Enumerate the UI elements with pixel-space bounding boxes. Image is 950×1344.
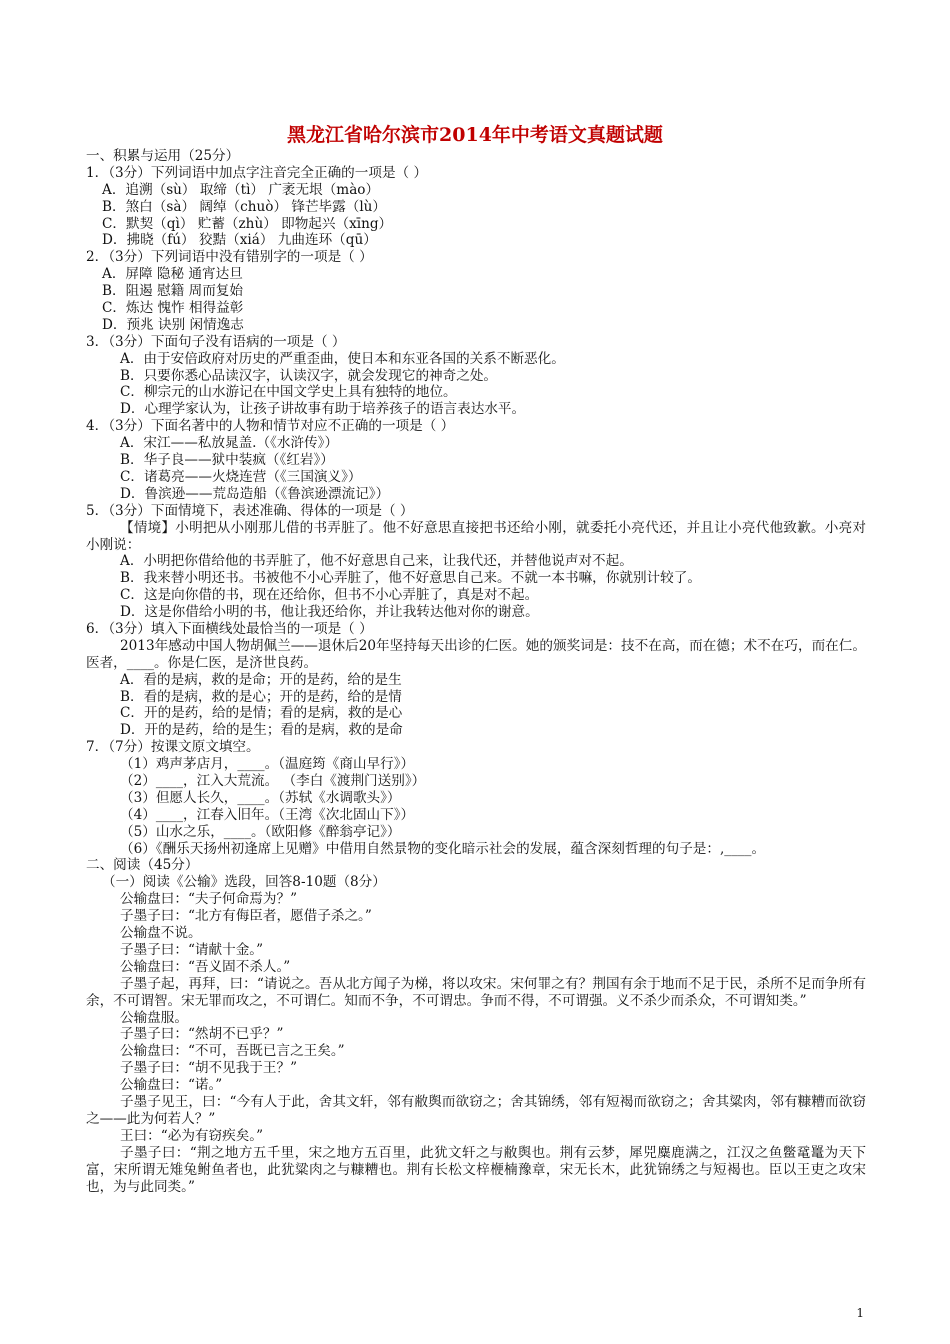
text-line: 【情境】小明把从小刚那儿借的书弄脏了。他不好意思直接把书还给小刚，就委托小亮代还，并且让小亮代他致歉。小亮对小刚说： xyxy=(86,519,866,553)
text-line: A．由于安倍政府对历史的严重歪曲，使日本和东亚各国的关系不断恶化。 xyxy=(120,350,565,367)
section-heading: 二、阅读（45分） xyxy=(86,857,199,874)
page-number: 1 xyxy=(856,1306,864,1320)
text-line: 公输盘曰：“诺。” xyxy=(120,1077,223,1094)
text-line: A．小明把你借给他的书弄脏了，他不好意思自己来，让我代还，并替他说声对不起。 xyxy=(120,553,633,570)
text-line: 公输盘曰：“不可，吾既已言之王矣。” xyxy=(120,1043,345,1060)
text-line: 公输盘服。 xyxy=(120,1009,188,1026)
text-line: D．预兆 诀别 闲情逸志 xyxy=(102,316,244,333)
text-line: （1）鸡声茅店月，____。（温庭筠《商山早行》） xyxy=(120,756,415,773)
text-line: C．这是向你借的书，现在还给你，但书不小心弄脏了，真是对不起。 xyxy=(120,587,539,604)
text-line: （一）阅读《公输》选段，回答8-10题（8分） xyxy=(102,874,386,891)
text-line: B．我来替小明还书。书被他不小心弄脏了，他不好意思自己来。不就一本书嘛，你就别计较了。 xyxy=(120,570,701,587)
text-line: 公输盘曰：“吾义固不杀人。” xyxy=(120,958,291,975)
text-line: 子墨子曰：“然胡不已乎？” xyxy=(120,1026,284,1043)
text-line: A．追溯（sù） 取缔（tì） 广袤无垠（mào） xyxy=(102,181,380,198)
text-line: 2013年感动中国人物胡佩兰——退休后20年坚持每天出诊的仁医。她的颁奖词是：技不在高，而在德；术不在巧，而在仁。医者，____。你是仁医，是济世良药。 xyxy=(86,637,866,671)
text-line: C．诸葛亮——火烧连营（《三国演义》） xyxy=(120,468,362,485)
question-line: 5．（3分）下面情境下，表述准确、得体的一项是（ ） xyxy=(86,502,414,519)
text-line: C．默契（qì） 贮蓄（zhù） 即物起兴（xīng） xyxy=(102,215,393,232)
question-line: 1．（3分）下列词语中加点字注音完全正确的一项是（ ） xyxy=(86,164,428,181)
text-line: B．只要你悉心品读汉字，认读汉字，就会发现它的神奇之处。 xyxy=(120,367,498,384)
text-line: B．煞白（sà） 阔绰（chuò） 锋芒毕露（lù） xyxy=(102,198,387,215)
question-line: 7．（7分）按课文原文填空。 xyxy=(86,739,260,756)
text-line: A．屏障 隐秘 通宵达旦 xyxy=(102,266,243,283)
text-line: A．宋江——私放晁盖.（《水浒传》） xyxy=(120,435,339,452)
question-line: 6．（3分）填入下面横线处最恰当的一项是（ ） xyxy=(86,620,373,637)
text-line: 子墨子曰：“荆之地方五千里，宋之地方五百里，此犹文轩之与敝舆也。荆有云梦，犀兕麋鹿满之，江汉之鱼鳖鼋鼍为天下富，宋所谓无雉兔鲋鱼者也，此犹粱肉之与糠糟也。荆有长松文梓楩楠豫章，宋无长木，此犹锦绣之与短褐也。臣以王吏之攻宋也，为与此同类。” xyxy=(86,1144,866,1195)
text-line: （5）山水之乐，____。（欧阳修《醉翁亭记》） xyxy=(120,823,401,840)
section-heading: 一、积累与运用（25分） xyxy=(86,148,240,164)
text-line: C．炼达 愧怍 相得益彰 xyxy=(102,300,244,317)
document-title: 黑龙江省哈尔滨市2014年中考语文真题试题 xyxy=(287,124,663,146)
text-line: D．这是你借给小明的书，他让我还给你，并让我转达他对你的谢意。 xyxy=(120,604,539,621)
text-line: D．鲁滨逊——荒岛造船（《鲁滨逊漂流记》） xyxy=(120,485,390,502)
text-line: B．阻遏 慰籍 周而复始 xyxy=(102,283,243,300)
text-line: 子墨子起，再拜，曰：“请说之。吾从北方闻子为梯，将以攻宋。宋何罪之有？荆国有余于地而不足于民，杀所不足而争所有余，不可谓智。宋无罪而攻之，不可谓仁。知而不争，不可谓忠。争而不得，不可谓强。义不杀少而杀众，不可谓知类。” xyxy=(86,975,866,1009)
question-line: 4．（3分）下面名著中的人物和情节对应不正确的一项是（ ） xyxy=(86,418,455,435)
text-line: 子墨子曰：“北方有侮臣者，愿借子杀之。” xyxy=(120,908,372,925)
text-line: （6）《酬乐天扬州初逢席上见赠》中借用自然景物的变化暗示社会的发展，蕴含深刻哲理的句子是：,____。 xyxy=(120,840,766,857)
text-line: 子墨子见王，曰：“今有人于此，舍其文轩，邻有敝舆而欲窃之；舍其锦绣，邻有短褐而欲窃之；舍其粱肉，邻有糠糟而欲窃之——此为何若人？” xyxy=(86,1093,866,1127)
text-line: 公输盘曰：“夫子何命焉为？” xyxy=(120,891,298,908)
question-line: 3．（3分）下面句子没有语病的一项是（ ） xyxy=(86,333,346,350)
text-line: B．华子良——狱中装疯（《红岩》） xyxy=(120,452,334,469)
document-body xyxy=(86,148,866,1195)
text-line: （2）____，江入大荒流。 （李白《渡荆门送别》） xyxy=(120,773,426,790)
text-line: D．开的是药，给的是生；看的是病，救的是命 xyxy=(120,722,403,739)
text-line: 子墨子曰：“胡不见我于王？” xyxy=(120,1060,298,1077)
text-line: （3）但愿人长久，____。（苏轼《水调歌头》） xyxy=(120,789,401,806)
text-line: D．心理学家认为，让孩子讲故事有助于培养孩子的语言表达水平。 xyxy=(120,401,526,418)
text-line: C．开的是药，给的是情；看的是病，救的是心 xyxy=(120,705,403,722)
text-line: D．拂晓（fú） 狡黠（xiá） 九曲连环（qū） xyxy=(102,232,377,249)
question-line: 2．（3分）下列词语中没有错别字的一项是（ ） xyxy=(86,249,373,266)
text-line: A．看的是病，救的是命；开的是药，给的是生 xyxy=(120,671,402,688)
text-line: （4）____，江春入旧年。（王湾《次北固山下》） xyxy=(120,806,415,823)
text-line: 子墨子曰：“请献十金。” xyxy=(120,941,264,958)
text-line: 公输盘不说。 xyxy=(120,925,202,942)
text-line: B．看的是病，救的是心；开的是药，给的是情 xyxy=(120,688,402,705)
text-line: C．柳宗元的山水游记在中国文学史上具有独特的地位。 xyxy=(120,384,457,401)
text-line: 王曰：“必为有窃疾矣。” xyxy=(120,1127,264,1144)
